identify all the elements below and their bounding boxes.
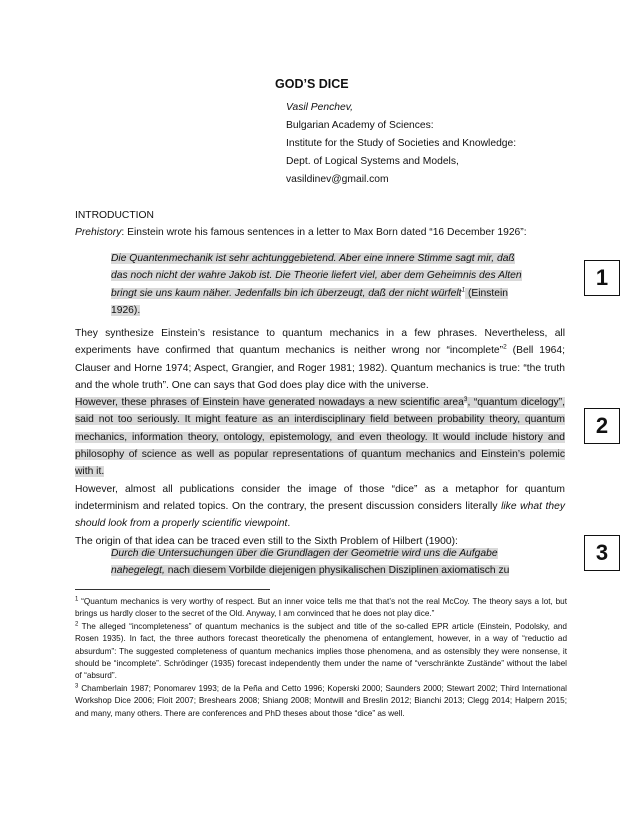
author-affiliation: Dept. of Logical Systems and Models, — [286, 156, 459, 167]
quote-line: nach diesem Vorbilde diejenigen physikalischen Disziplinen axiomatisch zu — [164, 565, 510, 577]
section-heading: INTRODUCTION — [75, 210, 154, 221]
author-affiliation: Institute for the Study of Societies and Knowledge: — [286, 138, 517, 149]
footnote-number: 3 — [75, 683, 79, 690]
quote-line: das noch nicht der wahre Jakob ist. Die Theorie liefert viel, aber dem Geheimnis des Alten — [111, 270, 522, 282]
footnote-ref[interactable]: 2 — [503, 343, 507, 351]
marker-box-1: 1 — [584, 260, 620, 296]
prehistory-text: : Einstein wrote his famous sentences in a letter to Max Born dated “16 December 1926”: — [121, 227, 527, 239]
paragraph: They synthesize Einstein’s resistance to quantum mechanics in a few phrases. Nevertheless, all experiments have confirmed that quantum mechanics is neither wrong nor “incomplete”$^2$ (Bell 1964; Clauser and Horne 1974; Aspect, Grangier, and Roger 1981; 1982). Quantum mechanics is true: “the truth and the whole truth”. One can says that God does play dice with the universe. — [75, 328, 565, 391]
prehistory-label: Prehistory — [75, 227, 122, 239]
author-name: Vasil Penchev, — [286, 102, 353, 113]
footnote: $^2$ The alleged “incompleteness” of quantum mechanics is the subject and title of the so-called EPR article (Einstein, Podolsky, and Rosen 1935). In fact, the three authors forecast theoretically the phenomena of entanglement, however, in a way of “reductio ad absurdum”: The suggested completeness of quantum mechanics implies those phenomena, and as ostensibly they were nonsense, it should be “incomplete”. Schrödinger (1935) forecast independently them under the name of “verschränkte Zustände” without the label of “absurd”. — [75, 621, 567, 681]
footnote-number: 2 — [75, 621, 79, 628]
paragraph-highlighted: However, these phrases of Einstein have generated nowadays a new scientific area$^3$, “quantum dicelogy”, said not too seriously. It might feature as an interdisciplinary field between probability theory, quantum mechanics, information theory, ontology, epistemology, and even theology. It would include history and philosophy of science as well as popular representations of quantum mechanics and Einstein’s polemic with it. — [75, 395, 565, 478]
author-block — [286, 99, 516, 189]
quote-line: Die Quantenmechanik ist sehr achtunggebietend. Aber eine innere Stimme sagt mir, daß — [111, 253, 515, 264]
quote-hilbert — [75, 545, 565, 580]
quote-line: nahegelegt, — [111, 565, 165, 577]
prehistory-paragraph — [75, 224, 565, 241]
footnote-ref[interactable]: 1 — [461, 286, 466, 294]
quote-citation: (Einstein — [465, 287, 509, 299]
quote-line: Durch die Untersuchungen über die Grundlagen der Geometrie wird uns die Aufgabe — [111, 548, 498, 559]
quote-einstein — [75, 250, 565, 319]
author-affiliation: Bulgarian Academy of Sciences: — [286, 120, 434, 131]
paragraph: However, almost all publications consider the image of those “dice” as a metaphor for quantum indeterminism and related topics. On the contrary, the present discussion considers literally like what they should look from a properly scientific viewpoint. — [75, 483, 566, 530]
marker-box-3: 3 — [584, 535, 620, 571]
footnotes — [75, 596, 567, 720]
marker-box-2: 2 — [584, 408, 620, 444]
footnote: $^3$ Chamberlain 1987; Ponomarev 1993; de la Peña and Cetto 1996; Koperski 2000; Saunders 2000; Stewart 2002; Third International Workshop Dice 2006; Floit 2007; Breshears 2008; Shiang 2008; Montwill and Breslin 2012; Bianchi 2013; Clegg 2014; Halpern 2015; and many, many others. There are conferences and PhD theses about those “dice” as well. — [75, 683, 567, 718]
paragraph: The origin of that idea can be traced even still to the Sixth Problem of Hilbert (1900): — [75, 535, 458, 547]
footnote-divider — [75, 589, 270, 590]
footnote-number: 1 — [75, 596, 79, 603]
paper-title: GOD’S DICE — [275, 77, 349, 91]
footnote-ref[interactable]: 3 — [463, 395, 468, 403]
main-paragraphs — [75, 325, 565, 550]
footnote: $^1$ “Quantum mechanics is very worthy of respect. But an inner voice tells me that that’s not the real McCoy. The theory says a lot, but brings us hardly closer to the secret of the Old. Anyway, I am convinced that he does not play dice.” — [75, 596, 567, 619]
quote-line: bringt sie uns kaum näher. Jedenfalls bin ich überzeugt, daß der nicht würfelt — [111, 287, 462, 299]
body-text — [75, 207, 565, 242]
author-email: vasildinev@gmail.com — [286, 174, 389, 185]
quote-citation: 1926). — [111, 304, 141, 316]
